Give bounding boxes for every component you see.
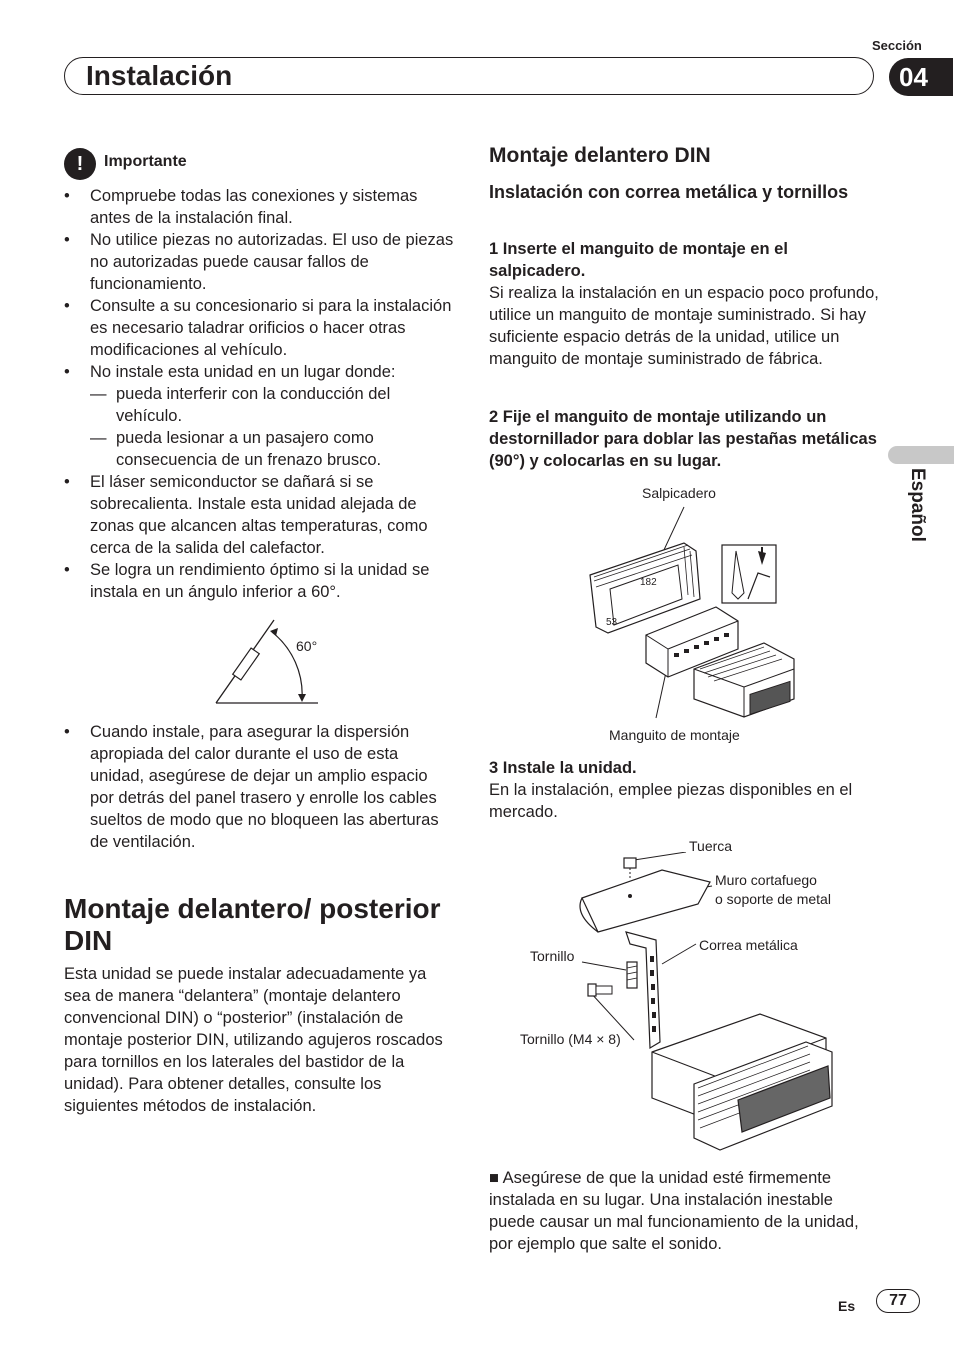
section-number: 04 [889, 58, 953, 96]
list-item [64, 361, 454, 471]
list-item: • Se logra un rendimiento óptimo si la unidad se instala en un ángulo inferior a 60°. [64, 559, 454, 603]
page-number: 77 [876, 1289, 920, 1313]
sleeve-label: Manguito de montaje [609, 727, 740, 743]
list-item: • Consulte a su concesionario si para la instalación es necesario taladrar orificios o hacer otras modificaciones al vehículo. [64, 295, 454, 361]
list-item: • No utilice piezas no autorizadas. El uso de piezas no autorizadas puede causar fallos de funcionamiento. [64, 229, 454, 295]
important-list [64, 185, 454, 603]
sleeve-installation-diagram [588, 503, 808, 723]
nut-label: Tuerca [689, 838, 733, 854]
list-item: • El láser semiconductor se dañará si se sobrecalienta. Instale esta unidad alejada de zonas que alcancen altas temperaturas, como cerca de la salida del calefactor. [64, 471, 454, 559]
language-tab: Español [907, 468, 928, 542]
important-icon: ! [64, 148, 96, 180]
firewall-label-2: o soporte de metal [715, 891, 831, 907]
list-item: • Cuando instale, para asegurar la dispersión apropiada del calor durante el uso de esta unidad, asegúrese de dejar un amplio espacio por detrás del panel trasero y enrolle los cables sueltos de modo que no bloqueen las aberturas de ventilación. [64, 721, 454, 853]
screw-m4-label: Tornillo (M4 × 8) [520, 1031, 621, 1047]
angle-label: 60° [296, 638, 318, 654]
subsubsection-heading: Inslatación con correa metálica y tornillos [489, 182, 849, 202]
language-tab-marker [888, 446, 954, 464]
subsection-heading: Montaje delantero DIN [489, 144, 711, 167]
strap-label: Correa metálica [699, 937, 798, 953]
sub-list [90, 383, 454, 471]
screw-label: Tornillo [530, 948, 575, 964]
dimension-width: 182 [640, 577, 657, 588]
section-intro: Esta unidad se puede instalar adecuadamente ya sea de manera “delantera” (montaje delantero convencional DIN) o “posterior” (instalación de montaje posterior DIN, utilizando agujeros roscados para tornillos en los laterales del bastidor de la unidad). Para obtener detalles, consulte los siguientes métodos de instalación. [64, 965, 443, 1115]
installation-note: ■ Asegúrese de que la unidad esté firmemente instalada en su lugar. Una instalación inestable puede causar un mal funcionamiento de la unidad, por ejemplo que salte el sonido. [489, 1169, 859, 1253]
step-1 [489, 238, 879, 370]
sub-list-item: — pueda interferir con la conducción del vehículo. [90, 383, 454, 427]
important-label: Importante [104, 153, 187, 170]
angle-diagram [210, 614, 330, 708]
dashboard-label: Salpicadero [642, 485, 716, 501]
sub-list-item: — pueda lesionar a un pasajero como consecuencia de un frenazo brusco. [90, 427, 454, 471]
step-1-heading: 1 Inserte el manguito de montaje en el salpicadero. [489, 240, 788, 280]
footer-lang-code: Es [838, 1298, 856, 1314]
step-3-body: En la instalación, emplee piezas disponibles en el mercado. [489, 781, 853, 821]
list-item-text: No instale esta unidad en un lugar donde: [90, 363, 396, 381]
step-2-heading: 2 Fije el manguito de montaje utilizando un destornillador para doblar las pestañas metálicas (90°) y colocarlas en su lugar. [489, 408, 877, 470]
firewall-label-1: Muro cortafuego [715, 872, 817, 888]
step-3 [489, 757, 879, 823]
dimension-height: 53 [606, 617, 618, 628]
step-1-body: Si realiza la instalación en un espacio poco profundo, utilice un manguito de montaje suministrado. Si hay suficiente espacio detrás de la unidad, utilice un manguito de montaje suministrado de fábrica. [489, 284, 879, 368]
section-heading: Montaje delantero/ posterior DIN [64, 893, 441, 956]
step-2 [489, 406, 879, 472]
heat-list [64, 721, 454, 853]
step-3-heading: 3 Instale la unidad. [489, 759, 637, 777]
page-title: Instalación [86, 60, 233, 91]
section-label: Sección [872, 38, 922, 53]
list-item: • Compruebe todas las conexiones y sistemas antes de la instalación final. [64, 185, 454, 229]
strap-installation-diagram [570, 852, 840, 1152]
